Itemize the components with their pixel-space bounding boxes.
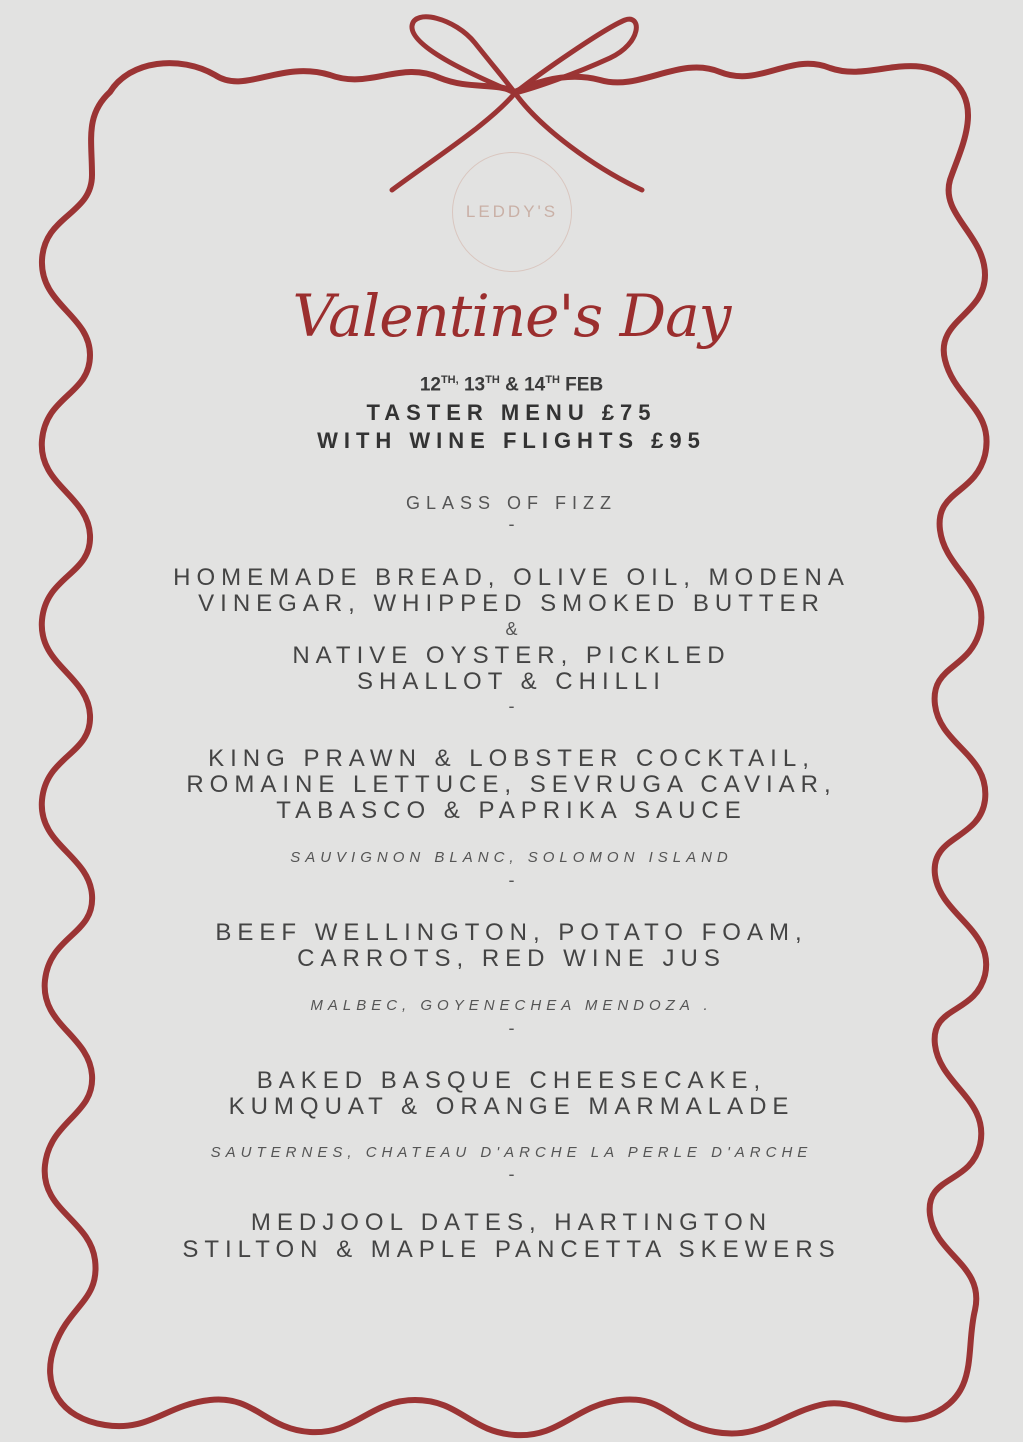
menu-item-beef-line1: BEEF WELLINGTON, POTATO FOAM, [215,919,808,946]
dates-ampersand: & [505,374,519,396]
menu-item-dates-line1: MEDJOOL DATES, HARTINGTON [250,1209,773,1236]
date-12-suffix: TH, [440,374,459,386]
wine-pairing-1: SAUVIGNON BLANC, SOLOMON ISLAND [290,849,733,866]
date-14: 14 [524,374,546,396]
menu-item-prawn-line1: KING PRAWN & LOBSTER COCKTAIL, [208,745,815,772]
course-divider: - [508,696,515,716]
course-divider: - [508,514,515,534]
menu-item-bread-line1: HOMEMADE BREAD, OLIVE OIL, MODENA [173,564,850,591]
menu-item-cheesecake-line1: BAKED BASQUE CHEESECAKE, [256,1067,767,1094]
course-divider: - [508,1164,515,1184]
menu-item-bread-line2: VINEGAR, WHIPPED SMOKED BUTTER [198,590,825,617]
menu-item-cheesecake-line2: KUMQUAT & ORANGE MARMALADE [228,1093,795,1120]
menu-item-prawn-line2: ROMAINE LETTUCE, SEVRUGA CAVIAR, [186,771,837,798]
menu-item-beef-line2: CARROTS, RED WINE JUS [297,945,726,972]
event-dates [0,374,1023,396]
menu-item-oyster-line2: SHALLOT & CHILLI [357,668,666,695]
menu-ampersand: & [505,619,518,639]
menu-item-dates-line2: STILTON & MAPLE PANCETTA SKEWERS [182,1236,841,1263]
course-divider: - [508,870,515,890]
course-divider: - [508,1018,515,1038]
taster-menu-price: TASTER MENU £75 [366,400,657,425]
wine-pairing-3: SAUTERNES, CHATEAU D'ARCHE LA PERLE D'ARCHE [210,1144,813,1161]
date-13: 13 [463,374,486,396]
wine-pairing-2: MALBEC, GOYENECHEA MENDOZA . [310,997,713,1014]
menu-item-oyster-line1: NATIVE OYSTER, PICKLED [292,642,731,669]
wine-flights-price: WITH WINE FLIGHTS £95 [317,428,706,453]
page-title: Valentine's Day [292,282,731,350]
date-12: 12 [419,374,441,396]
date-month: FEB [565,374,604,396]
date-13-suffix: TH [485,374,500,386]
restaurant-logo [452,152,572,272]
menu-item-fizz: GLASS OF FIZZ [405,493,617,513]
date-14-suffix: TH [545,374,560,386]
menu-item-prawn-line3: TABASCO & PAPRIKA SAUCE [276,797,747,824]
logo-text: LEDDY'S [465,202,559,221]
